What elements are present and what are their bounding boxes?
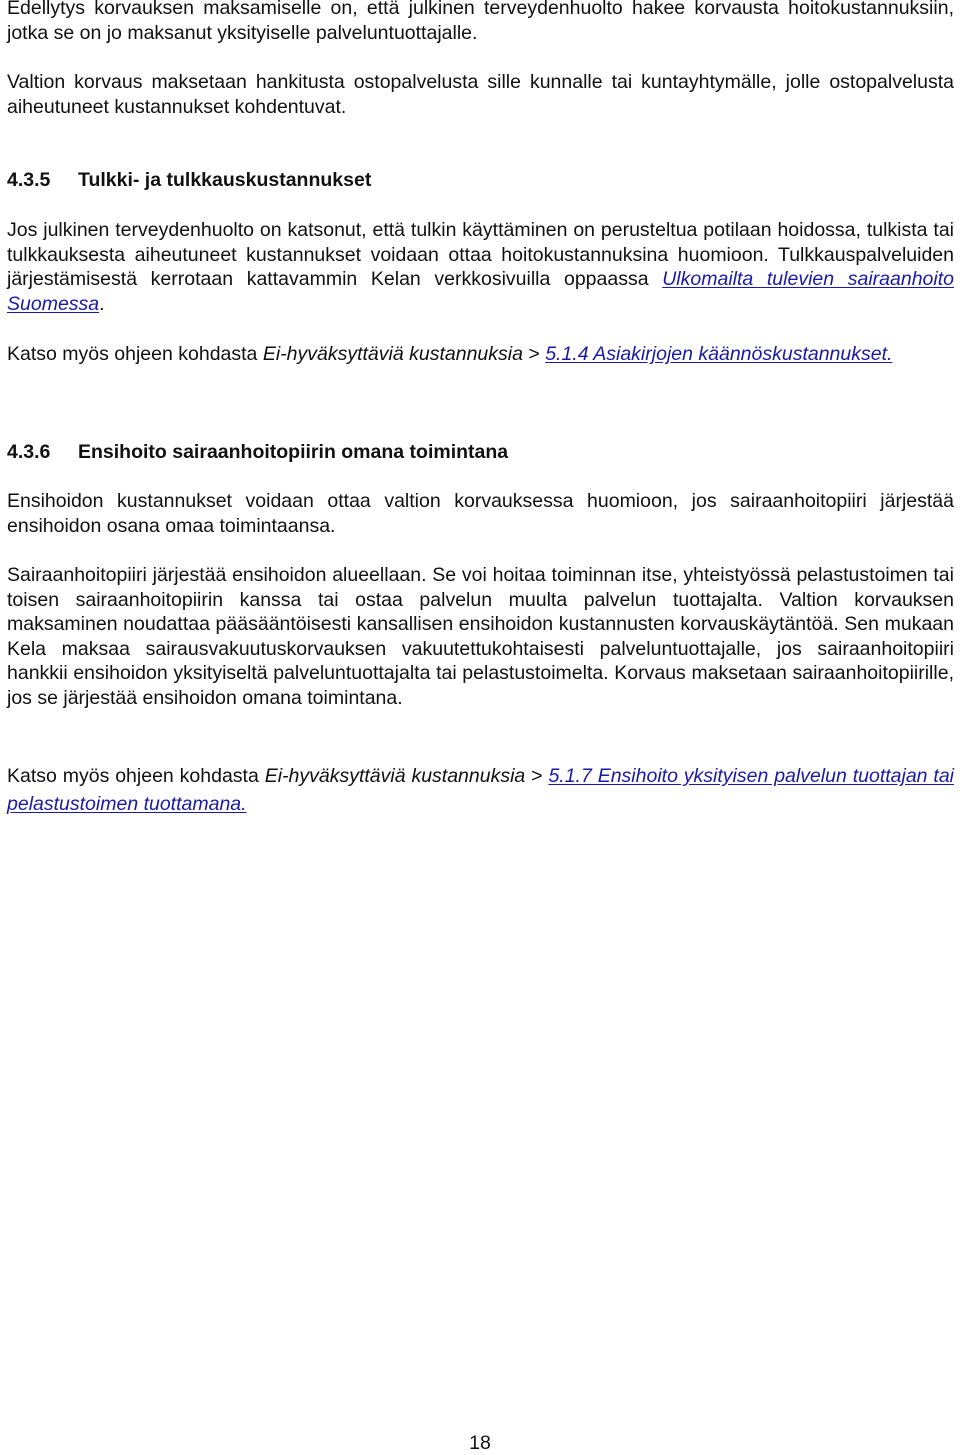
intro-paragraph-2: Valtion korvaus maksetaan hankitusta ostopalvelusta sille kunnalle tai kuntayhtymälle, jolle ostopalvelusta aiheutuneet kustannukset kohdentuvat. [7, 71, 954, 118]
paragraph-end: . [99, 292, 105, 315]
section-title: Ensihoito sairaanhoitopiirin omana toimintana [78, 441, 509, 463]
section-4-3-6-paragraph-2: Sairaanhoitopiiri järjestää ensihoidon alueellaan. Se voi hoitaa toiminnan itse, yhteistyössä pelastustoimen tai toisen sairaanhoitopiirin kanssa tai ostaa palvelun muulta palvelun tuottajalta. Valtion korvauksen maksaminen noudattaa pääsääntöisesti kansallisen ensihoidon kustannusten korvauskäytäntöä. Sen mukaan Kela maksaa sairausvakuutuskorvauksen vakuutettukohtaisesti palveluntuottajalle, jos sairaanhoitopiiri hankkii ensihoidon yksityiseltä palveluntuottajalta tai pelastustoimelta. Korvaus maksetaan sairaanhoitopiirille, jos se järjestää ensihoidon omana toimintana. [7, 564, 954, 709]
section-heading-4-3-6 [7, 440, 508, 465]
section-number: 4.3.6 [7, 441, 51, 463]
section-number: 4.3.5 [7, 169, 51, 191]
see-also-arrow: > [522, 343, 546, 365]
see-also-category: Ei-hyväksyttäviä kustannuksia [262, 343, 523, 365]
intro-paragraph-1: Edellytys korvauksen maksamiselle on, että julkinen terveydenhuolto hakee korvausta hoitokustannuksiin, jotka se on jo maksanut yksityiselle palveluntuottajalle. [7, 0, 954, 44]
section-heading-4-3-5 [7, 168, 371, 193]
see-also-prefix: Katso myös ohjeen kohdasta [7, 343, 263, 365]
see-also-prefix: Katso myös ohjeen kohdasta [7, 765, 265, 787]
section-4-3-6-see-also [7, 762, 954, 818]
section-4-3-6-paragraph-1: Ensihoidon kustannukset voidaan ottaa valtion korvauksessa huomioon, jos sairaanhoitopiiri järjestää ensihoidon osana omaa toimintaansa. [7, 490, 954, 537]
section-4-3-5-paragraph [7, 218, 954, 316]
section-4-3-5-see-also [7, 342, 954, 367]
guide-link-ulkomailta[interactable]: Ulkomailta tulevien sairaanhoito Suomessa [7, 268, 954, 315]
see-also-category: Ei-hyväksyttäviä kustannuksia [264, 765, 526, 787]
link-5-1-4[interactable]: 5.1.4 Asiakirjojen käännöskustannukset. [545, 343, 893, 365]
link-5-1-7[interactable]: 5.1.7 Ensihoito yksityisen palvelun tuottajan tai pelastustoimen tuottamana. [7, 765, 954, 815]
see-also-arrow: > [525, 765, 549, 787]
page-number: 18 [469, 1432, 491, 1454]
paragraph-text: Jos julkinen terveydenhuolto on katsonut, että tulkin käyttäminen on perusteltua potilaan hoidossa, tulkista tai tulkkauksesta aiheutuneet kustannukset voidaan ottaa hoitokustannuksina huomioon. Tulkkauspalveluiden järjestämisestä kerrotaan kattavammin Kelan verkkosivuilla oppaassa [7, 219, 954, 291]
section-title: Tulkki- ja tulkkauskustannukset [78, 169, 372, 191]
